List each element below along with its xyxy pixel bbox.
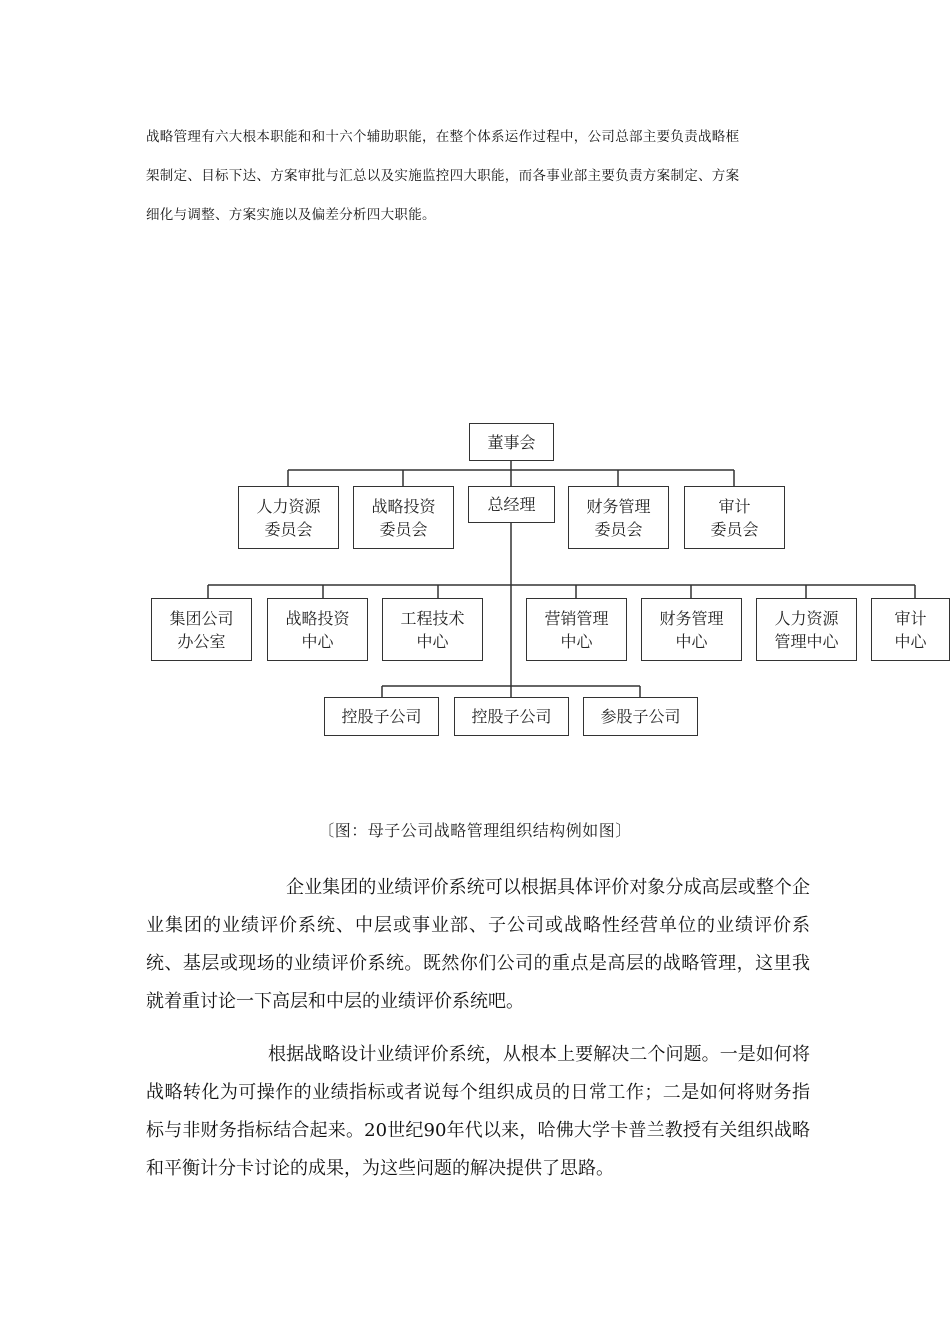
center-box: 审计 中心 [871, 598, 950, 661]
intro-paragraph [146, 118, 816, 235]
intro-line-3: 细化与调整、方案实施以及偏差分析四大职能。 [146, 207, 436, 223]
center-box: 财务管理 中心 [641, 598, 742, 661]
body-paragraph-1: 企业集团的业绩评价系统可以根据具体评价对象分成高层或整个企业集团的业绩评价系统、中层或事业部、子公司或战略性经营单位的业绩评价系统、基层或现场的业绩评价系统。既然你们公司的重点是高层的战略管理，这里我就着重讨论一下高层和中层的业绩评价系统吧。 [146, 877, 810, 1012]
center-box: 工程技术 中心 [382, 598, 483, 661]
committee-box: 人力资源 委员会 [238, 486, 339, 549]
committee-box: 审计 委员会 [684, 486, 785, 549]
center-box: 集团公司 办公室 [151, 598, 252, 661]
subsidiary-box: 控股子公司 [324, 697, 439, 736]
intro-line-2: 架制定、目标下达、方案审批与汇总以及实施监控四大职能，而各事业部主要负责方案制定、方案 [146, 168, 740, 184]
gm-box: 总经理 [468, 486, 555, 523]
subsidiary-box: 控股子公司 [454, 697, 569, 736]
center-box: 战略投资 中心 [267, 598, 368, 661]
center-box: 人力资源 管理中心 [756, 598, 857, 661]
body-paragraph-2: 根据战略设计业绩评价系统，从根本上要解决二个问题。一是如何将战略转化为可操作的业绩指标或者说每个组织成员的日常工作；二是如何将财务指标与非财务指标结合起来。20世纪90年代以来，哈佛大学卡普兰教授有关组织战略和平衡计分卡讨论的成果，为这些问题的解决提供了思路。 [146, 1044, 810, 1179]
committee-box: 财务管理 委员会 [568, 486, 669, 549]
board-box: 董事会 [469, 423, 554, 461]
center-box: 营销管理 中心 [526, 598, 627, 661]
subsidiary-box: 参股子公司 [583, 697, 698, 736]
committee-box: 战略投资 委员会 [353, 486, 454, 549]
figure-caption: 〔图：母子公司战略管理组织结构例如图〕 [318, 821, 632, 840]
intro-line-1: 战略管理有六大根本职能和和十六个辅助职能，在整个体系运作过程中，公司总部主要负责战略框 [146, 129, 740, 145]
